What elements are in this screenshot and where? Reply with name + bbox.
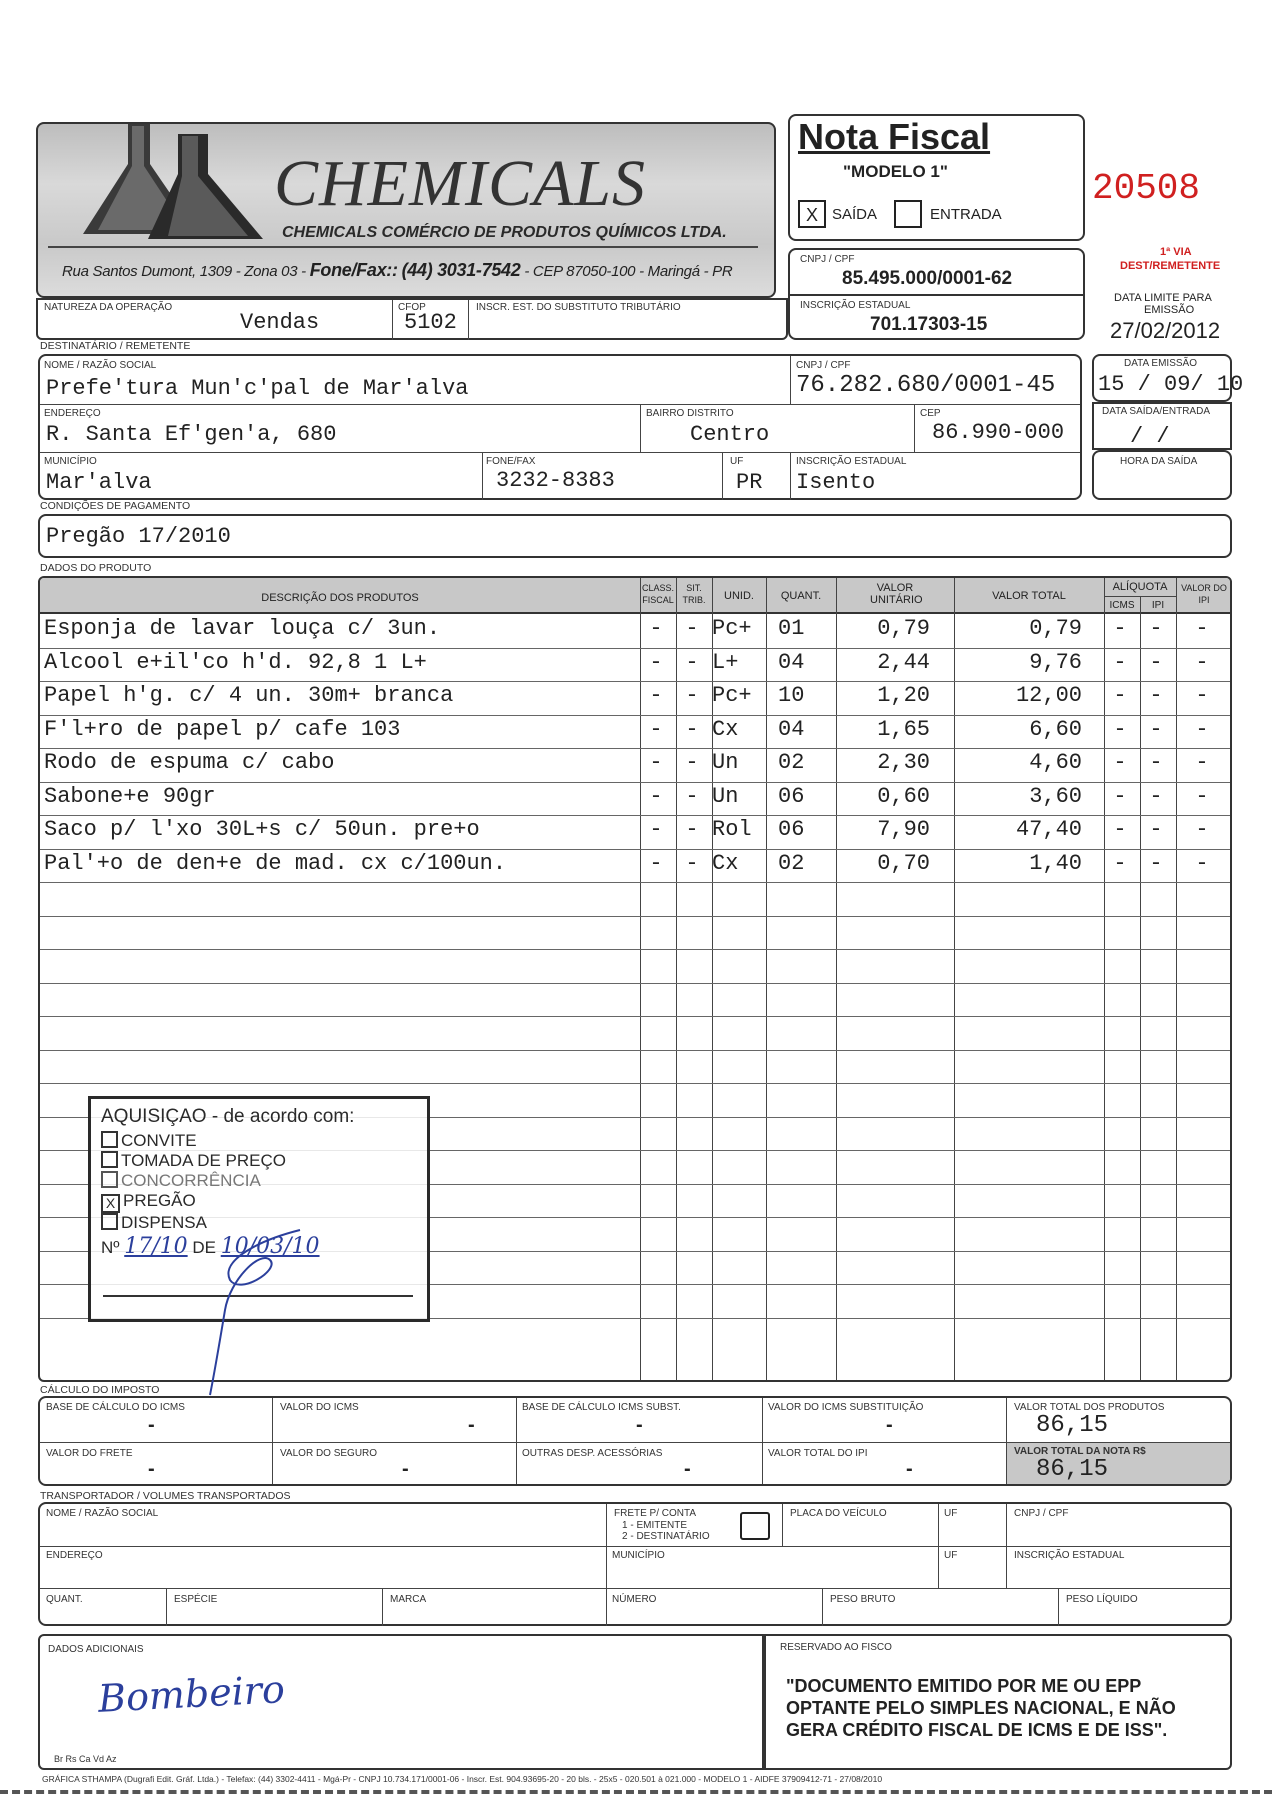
- issuer-ids-box: [788, 248, 1085, 340]
- cell-ipi: -: [1149, 817, 1163, 842]
- plate-label: PLACA DO VEÍCULO: [790, 1508, 887, 1519]
- cell-class: -: [649, 683, 663, 708]
- recipient-name: Prefe'tura Mun'c'pal de Mar'alva: [46, 376, 469, 401]
- cell-icms: -: [1113, 750, 1127, 775]
- stamp-date-prefix: DE: [192, 1238, 216, 1257]
- printer-footer: GRÁFICA STHAMPA (Dugrafi Edit. Gráf. Ltda.) - Telefax: (44) 3302-4411 - Mgá-Pr - CNPJ 10.734.171/0001-06 - Inscr. Est. 904.93695-20 - 20 bls. - 25x5 - 020.501 à 021.000 - MODELO 1 - AIDFE 37909412-71 - 27/08/2010: [42, 1774, 883, 1784]
- company-phone-label: Fone/Fax::: [309, 260, 398, 280]
- stamp-num-value: 17/10: [124, 1234, 188, 1259]
- phone-label: FONE/FAX: [486, 456, 536, 467]
- cell-icms: -: [1113, 616, 1127, 641]
- city-label: MUNICÍPIO: [44, 456, 97, 467]
- nf-title: Nota Fiscal: [798, 116, 991, 157]
- issuer-ie-label: INSCRIÇÃO ESTADUAL: [800, 300, 911, 311]
- district-label: BAIRRO DISTRITO: [646, 408, 734, 419]
- issuer-cnpj-label: CNPJ / CPF: [800, 254, 855, 265]
- icms-subst-value: -: [886, 1414, 893, 1436]
- entrada-checkbox[interactable]: [894, 200, 922, 228]
- header-qty: QUANT.: [780, 590, 822, 602]
- cell-desc: Saco p/ l'xo 30L+s c/ 50un. pre+o: [44, 817, 480, 842]
- tax-section-label: CÁLCULO DO IMPOSTO: [40, 1384, 160, 1396]
- cell-unit-value: 1,65: [877, 716, 930, 742]
- cell-ipi: -: [1149, 616, 1163, 641]
- nf-number: 20508: [1092, 168, 1201, 209]
- stamp-option-convite: [101, 1131, 417, 1151]
- exit-time-box: [1092, 450, 1232, 500]
- cell-unit: Un: [712, 750, 739, 775]
- tax-box: [38, 1396, 1232, 1486]
- cell-qty: 02: [778, 850, 805, 876]
- cell-class: -: [649, 850, 663, 876]
- cell-ipi-value: -: [1195, 649, 1209, 675]
- company-address: Rua Santos Dumont, 1309 - Zona 03 -: [62, 263, 306, 280]
- payment-label: CONDIÇÕES DE PAGAMENTO: [40, 500, 191, 512]
- cell-class: -: [649, 716, 663, 742]
- table-row-divider: [40, 1016, 1230, 1017]
- cfop-label: CFOP: [398, 302, 426, 313]
- stamp-opt4-text: PREGÃO: [123, 1191, 196, 1210]
- cell-unit-value: 0,70: [877, 850, 930, 876]
- cell-qty: 02: [778, 750, 805, 775]
- base-subst-label: BASE DE CÁLCULO ICMS SUBST.: [522, 1402, 681, 1413]
- cell-ipi: -: [1149, 716, 1163, 742]
- company-cep-city: - CEP 87050-100 - Maringá - PR: [524, 263, 733, 280]
- subst-label: INSCR. EST. DO SUBSTITUTO TRIBUTÁRIO: [476, 302, 681, 313]
- natureza-label: NATUREZA DA OPERAÇÃO: [44, 302, 173, 313]
- cell-sit: -: [685, 817, 699, 842]
- cell-total: 4,60: [1029, 750, 1082, 775]
- cell-sit: -: [685, 649, 699, 675]
- fisco-text-2: OPTANTE PELO SIMPLES NACIONAL, E NÃO: [786, 1698, 1176, 1718]
- carrier-cnpj-label: CNPJ / CPF: [1014, 1508, 1069, 1519]
- fisco-text-1: "DOCUMENTO EMITIDO POR ME OU EPP: [786, 1676, 1142, 1696]
- cell-unit: Pc+: [712, 683, 752, 708]
- uf-label: UF: [730, 456, 744, 467]
- icms-label: VALOR DO ICMS: [280, 1402, 359, 1413]
- base-icms-value: -: [148, 1414, 155, 1436]
- cell-icms: -: [1113, 649, 1127, 675]
- emission-label: DATA EMISSÃO: [1124, 358, 1197, 369]
- volume-qty-label: QUANT.: [46, 1594, 83, 1605]
- cell-desc: Esponja de lavar louça c/ 3un.: [44, 616, 441, 641]
- cell-unit-value: 2,30: [877, 750, 930, 775]
- cell-desc: Alcool e+il'co h'd. 92,8 1 L+: [44, 649, 427, 675]
- cep-label: CEP: [920, 408, 941, 419]
- cell-ipi-value: -: [1195, 683, 1209, 708]
- company-phone: (44) 3031-7542: [401, 260, 521, 280]
- carrier-uf-label: UF: [944, 1508, 958, 1519]
- insurance-label: VALOR DO SEGURO: [280, 1448, 378, 1459]
- table-row-divider: [40, 815, 1230, 816]
- insurance-value: -: [402, 1458, 409, 1480]
- cell-total: 6,60: [1029, 716, 1082, 742]
- stamp-date-value: 10/03/10: [220, 1234, 320, 1259]
- cell-sit: -: [685, 750, 699, 775]
- deadline-label-2: EMISSÃO: [1144, 304, 1195, 316]
- total-note-label: VALOR TOTAL DA NOTA R$: [1014, 1446, 1146, 1457]
- recipient-ie-label: INSCRIÇÃO ESTADUAL: [796, 456, 907, 467]
- issuer-cnpj: 85.495.000/0001-62: [842, 268, 1013, 289]
- cell-unit: Pc+: [712, 616, 752, 641]
- via-label: 1ª VIA: [1160, 246, 1192, 258]
- cell-sit: -: [685, 783, 699, 809]
- freight-opt1: 1 - EMITENTE: [622, 1520, 688, 1531]
- exit-time-label: HORA DA SAÍDA: [1120, 456, 1198, 467]
- gross-weight-label: PESO BRUTO: [830, 1594, 896, 1605]
- volume-number-label: NÚMERO: [612, 1594, 657, 1605]
- cell-unit-value: 7,90: [877, 817, 930, 842]
- cell-ipi-value: -: [1195, 783, 1209, 809]
- cell-icms: -: [1113, 716, 1127, 742]
- freight-value: -: [148, 1458, 155, 1480]
- header-ipi-value: VALOR DO IPI: [1181, 583, 1227, 605]
- cell-unit-value: 0,60: [877, 783, 930, 809]
- header-ipi: IPI: [1151, 600, 1165, 611]
- cell-sit: -: [685, 850, 699, 876]
- stamp-option-pregao: [101, 1191, 417, 1213]
- table-row-divider: [40, 882, 1230, 883]
- ipi-label: VALOR TOTAL DO IPI: [768, 1448, 868, 1459]
- deadline-date: 27/02/2012: [1110, 318, 1221, 343]
- stamp-option-tomada: [101, 1151, 417, 1171]
- cell-qty: 06: [778, 817, 805, 842]
- header-sit: SIT. TRIB.: [682, 583, 706, 605]
- cell-unit: Un: [712, 783, 739, 809]
- transport-section-label: TRANSPORTADOR / VOLUMES TRANSPORTADOS: [40, 1490, 291, 1502]
- cell-unit: Cx: [712, 716, 739, 742]
- cell-total: 3,60: [1029, 783, 1082, 809]
- carrier-ie-label: INSCRIÇÃO ESTADUAL: [1014, 1550, 1125, 1561]
- cell-total: 0,79: [1029, 616, 1082, 641]
- payment-value: Pregão 17/2010: [46, 524, 231, 549]
- table-row-divider: [40, 849, 1230, 850]
- nf-model: "MODELO 1": [843, 162, 948, 181]
- stamp-pregao-check: X: [101, 1194, 120, 1213]
- cell-ipi: -: [1149, 649, 1163, 675]
- total-note-value: 86,15: [1036, 1456, 1109, 1483]
- emission-date-box: [1092, 354, 1244, 402]
- recipient-box: [38, 354, 1082, 500]
- table-row-divider: [40, 748, 1230, 749]
- header-desc: DESCRIÇÃO DOS PRODUTOS: [261, 592, 419, 604]
- cell-unit-value: 2,44: [877, 649, 930, 675]
- total-products-value: 86,15: [1036, 1412, 1109, 1439]
- cep-value: 86.990-000: [932, 420, 1065, 445]
- cell-icms: -: [1113, 817, 1127, 842]
- issuer-ie: 701.17303-15: [870, 314, 988, 335]
- header-total: VALOR TOTAL: [992, 590, 1066, 602]
- ipi-value: -: [906, 1458, 913, 1480]
- cell-class: -: [649, 750, 663, 775]
- cell-total: 47,40: [1015, 817, 1082, 842]
- additional-data-box: [38, 1634, 764, 1770]
- carrier-name-label: NOME / RAZÃO SOCIAL: [46, 1508, 159, 1519]
- company-header: [36, 122, 776, 298]
- recipient-cnpj: 76.282.680/0001-45: [796, 372, 1056, 399]
- transport-box: [38, 1502, 1232, 1626]
- other-label: OUTRAS DESP. ACESSÓRIAS: [522, 1448, 663, 1459]
- payment-box: [38, 514, 1232, 558]
- base-subst-value: -: [636, 1414, 643, 1436]
- cell-qty: 04: [778, 649, 805, 675]
- city-value: Mar'alva: [46, 470, 152, 495]
- cell-class: -: [649, 783, 663, 809]
- cell-desc: Papel h'g. c/ 4 un. 30m+ branca: [44, 683, 454, 708]
- cell-ipi: -: [1149, 683, 1163, 708]
- cell-desc: Sabone+e 90gr: [44, 783, 216, 809]
- cell-qty: 01: [778, 616, 805, 641]
- exit-date-value: / /: [1130, 424, 1170, 449]
- cell-desc: Rodo de espuma c/ cabo: [44, 750, 335, 775]
- cell-qty: 10: [778, 683, 805, 708]
- recipient-address-label: ENDEREÇO: [44, 408, 101, 419]
- district-value: Centro: [690, 422, 770, 447]
- stamp-opt2-text: TOMADA DE PREÇO: [121, 1151, 286, 1170]
- cell-ipi-value: -: [1195, 716, 1209, 742]
- table-row-divider: [40, 983, 1230, 984]
- phone-value: 3232-8383: [496, 468, 615, 493]
- cell-ipi: -: [1149, 750, 1163, 775]
- fisco-text-3: GERA CRÉDITO FISCAL DE ICMS E DE ISS".: [786, 1720, 1168, 1740]
- carrier-city-label: MUNICÍPIO: [612, 1550, 665, 1561]
- recipient-section-label: DESTINATÁRIO / REMETENTE: [40, 340, 191, 352]
- cell-class: -: [649, 649, 663, 675]
- header-unit: UNID.: [724, 590, 754, 602]
- recipient-ie: Isento: [796, 470, 876, 495]
- volume-species-label: ESPÉCIE: [174, 1594, 218, 1605]
- via-dest-label: DEST/REMETENTE: [1120, 260, 1221, 272]
- cell-icms: -: [1113, 850, 1127, 876]
- cell-icms: -: [1113, 783, 1127, 809]
- carrier-address-label: ENDEREÇO: [46, 1550, 103, 1561]
- cell-total: 12,00: [1015, 683, 1082, 708]
- cell-ipi-value: -: [1195, 750, 1209, 775]
- header-class: CLASS. FISCAL: [641, 583, 674, 605]
- saida-label: SAÍDA: [832, 206, 878, 223]
- cfop-value: 5102: [404, 310, 457, 335]
- cell-ipi-value: -: [1195, 850, 1209, 876]
- total-products-label: VALOR TOTAL DOS PRODUTOS: [1014, 1402, 1165, 1413]
- stamp-opt3-text: CONCORRÊNCIA: [121, 1171, 261, 1190]
- cell-class: -: [649, 616, 663, 641]
- additional-codes: Br Rs Ca Vd Az: [54, 1754, 117, 1764]
- header-icms: ICMS: [1109, 600, 1135, 611]
- cell-sit: -: [685, 716, 699, 742]
- saida-check-mark: X: [805, 205, 818, 225]
- company-legal-name: CHEMICALS COMÉRCIO DE PRODUTOS QUÍMICOS LTDA.: [282, 224, 727, 241]
- table-row-divider: [40, 648, 1230, 649]
- header-unit-value: VALOR UNITÁRIO: [870, 582, 923, 606]
- cell-total: 9,76: [1029, 649, 1082, 675]
- carrier-uf2-label: UF: [944, 1550, 958, 1561]
- cell-ipi: -: [1149, 850, 1163, 876]
- exit-date-box: [1092, 402, 1232, 450]
- products-section-label: DADOS DO PRODUTO: [40, 562, 152, 574]
- stamp-num-prefix: Nº: [101, 1238, 120, 1257]
- stamp-title: AQUISIÇAO - de acordo com:: [101, 1106, 355, 1127]
- cell-qty: 06: [778, 783, 805, 809]
- flasks-logo-icon: [58, 124, 308, 244]
- table-row-divider: [40, 1083, 1230, 1084]
- company-address-line: [62, 260, 732, 281]
- cell-class: -: [649, 817, 663, 842]
- exit-date-label: DATA SAÍDA/ENTRADA: [1102, 406, 1210, 417]
- cell-sit: -: [685, 683, 699, 708]
- net-weight-label: PESO LÍQUIDO: [1066, 1594, 1138, 1605]
- other-value: -: [684, 1458, 691, 1480]
- cell-unit: L+: [712, 649, 739, 675]
- table-row-divider: [40, 949, 1230, 950]
- fisco-box: [764, 1634, 1232, 1770]
- cell-icms: -: [1113, 683, 1127, 708]
- signature-scribble-icon: [200, 1220, 320, 1400]
- operation-row: [36, 298, 788, 340]
- emission-value: 15 / 09/ 10: [1098, 372, 1244, 397]
- cell-unit: Cx: [712, 850, 739, 876]
- fisco-label: RESERVADO AO FISCO: [780, 1642, 892, 1653]
- icms-subst-label: VALOR DO ICMS SUBSTITUIÇÃO: [768, 1402, 924, 1413]
- additional-handwritten: Bombeiro: [96, 1667, 286, 1721]
- recipient-name-label: NOME / RAZÃO SOCIAL: [44, 360, 157, 371]
- icms-value: -: [468, 1414, 475, 1436]
- base-icms-label: BASE DE CÁLCULO DO ICMS: [46, 1402, 185, 1413]
- stamp-opt1-text: CONVITE: [121, 1131, 197, 1150]
- volume-brand-label: MARCA: [390, 1594, 427, 1605]
- natureza-value: Vendas: [240, 310, 320, 335]
- cell-unit-value: 1,20: [877, 683, 930, 708]
- cell-ipi-value: -: [1195, 616, 1209, 641]
- header-aliquota: ALÍQUOTA: [1112, 581, 1168, 593]
- cell-ipi-value: -: [1195, 817, 1209, 842]
- cell-desc: Pal'+o de den+e de mad. cx c/100un.: [44, 850, 507, 876]
- cell-desc: F'l+ro de papel p/ cafe 103: [44, 716, 401, 742]
- footer-perforation: [0, 1790, 1272, 1794]
- table-row-divider: [40, 916, 1230, 917]
- freight-account-checkbox[interactable]: [740, 1512, 770, 1540]
- uf-value: PR: [736, 470, 763, 495]
- saida-checkbox[interactable]: [798, 200, 826, 228]
- table-row-divider: [40, 681, 1230, 682]
- recipient-address: R. Santa Ef'gen'a, 680: [46, 422, 337, 447]
- freight-account-label: FRETE P/ CONTA: [614, 1508, 697, 1519]
- cell-unit: Rol: [712, 817, 752, 842]
- recipient-cnpj-label: CNPJ / CPF: [796, 360, 851, 371]
- cell-ipi: -: [1149, 783, 1163, 809]
- table-row-divider: [40, 715, 1230, 716]
- stamp-option-concorrencia: [101, 1171, 417, 1191]
- table-row-divider: [40, 1050, 1230, 1051]
- cell-qty: 04: [778, 716, 805, 742]
- cell-sit: -: [685, 616, 699, 641]
- entrada-label: ENTRADA: [930, 206, 1002, 223]
- company-name: CHEMICALS: [274, 147, 646, 220]
- cell-unit-value: 0,79: [877, 616, 930, 641]
- deadline-label-1: DATA LIMITE PARA: [1114, 292, 1212, 304]
- stamp-opt5-text: DISPENSA: [121, 1213, 207, 1232]
- nf-title-box: [788, 114, 1085, 241]
- freight-opt2: 2 - DESTINATÁRIO: [622, 1531, 710, 1542]
- cell-total: 1,40: [1029, 850, 1082, 876]
- table-row-divider: [40, 782, 1230, 783]
- freight-label: VALOR DO FRETE: [46, 1448, 133, 1459]
- additional-label: DADOS ADICIONAIS: [48, 1644, 144, 1655]
